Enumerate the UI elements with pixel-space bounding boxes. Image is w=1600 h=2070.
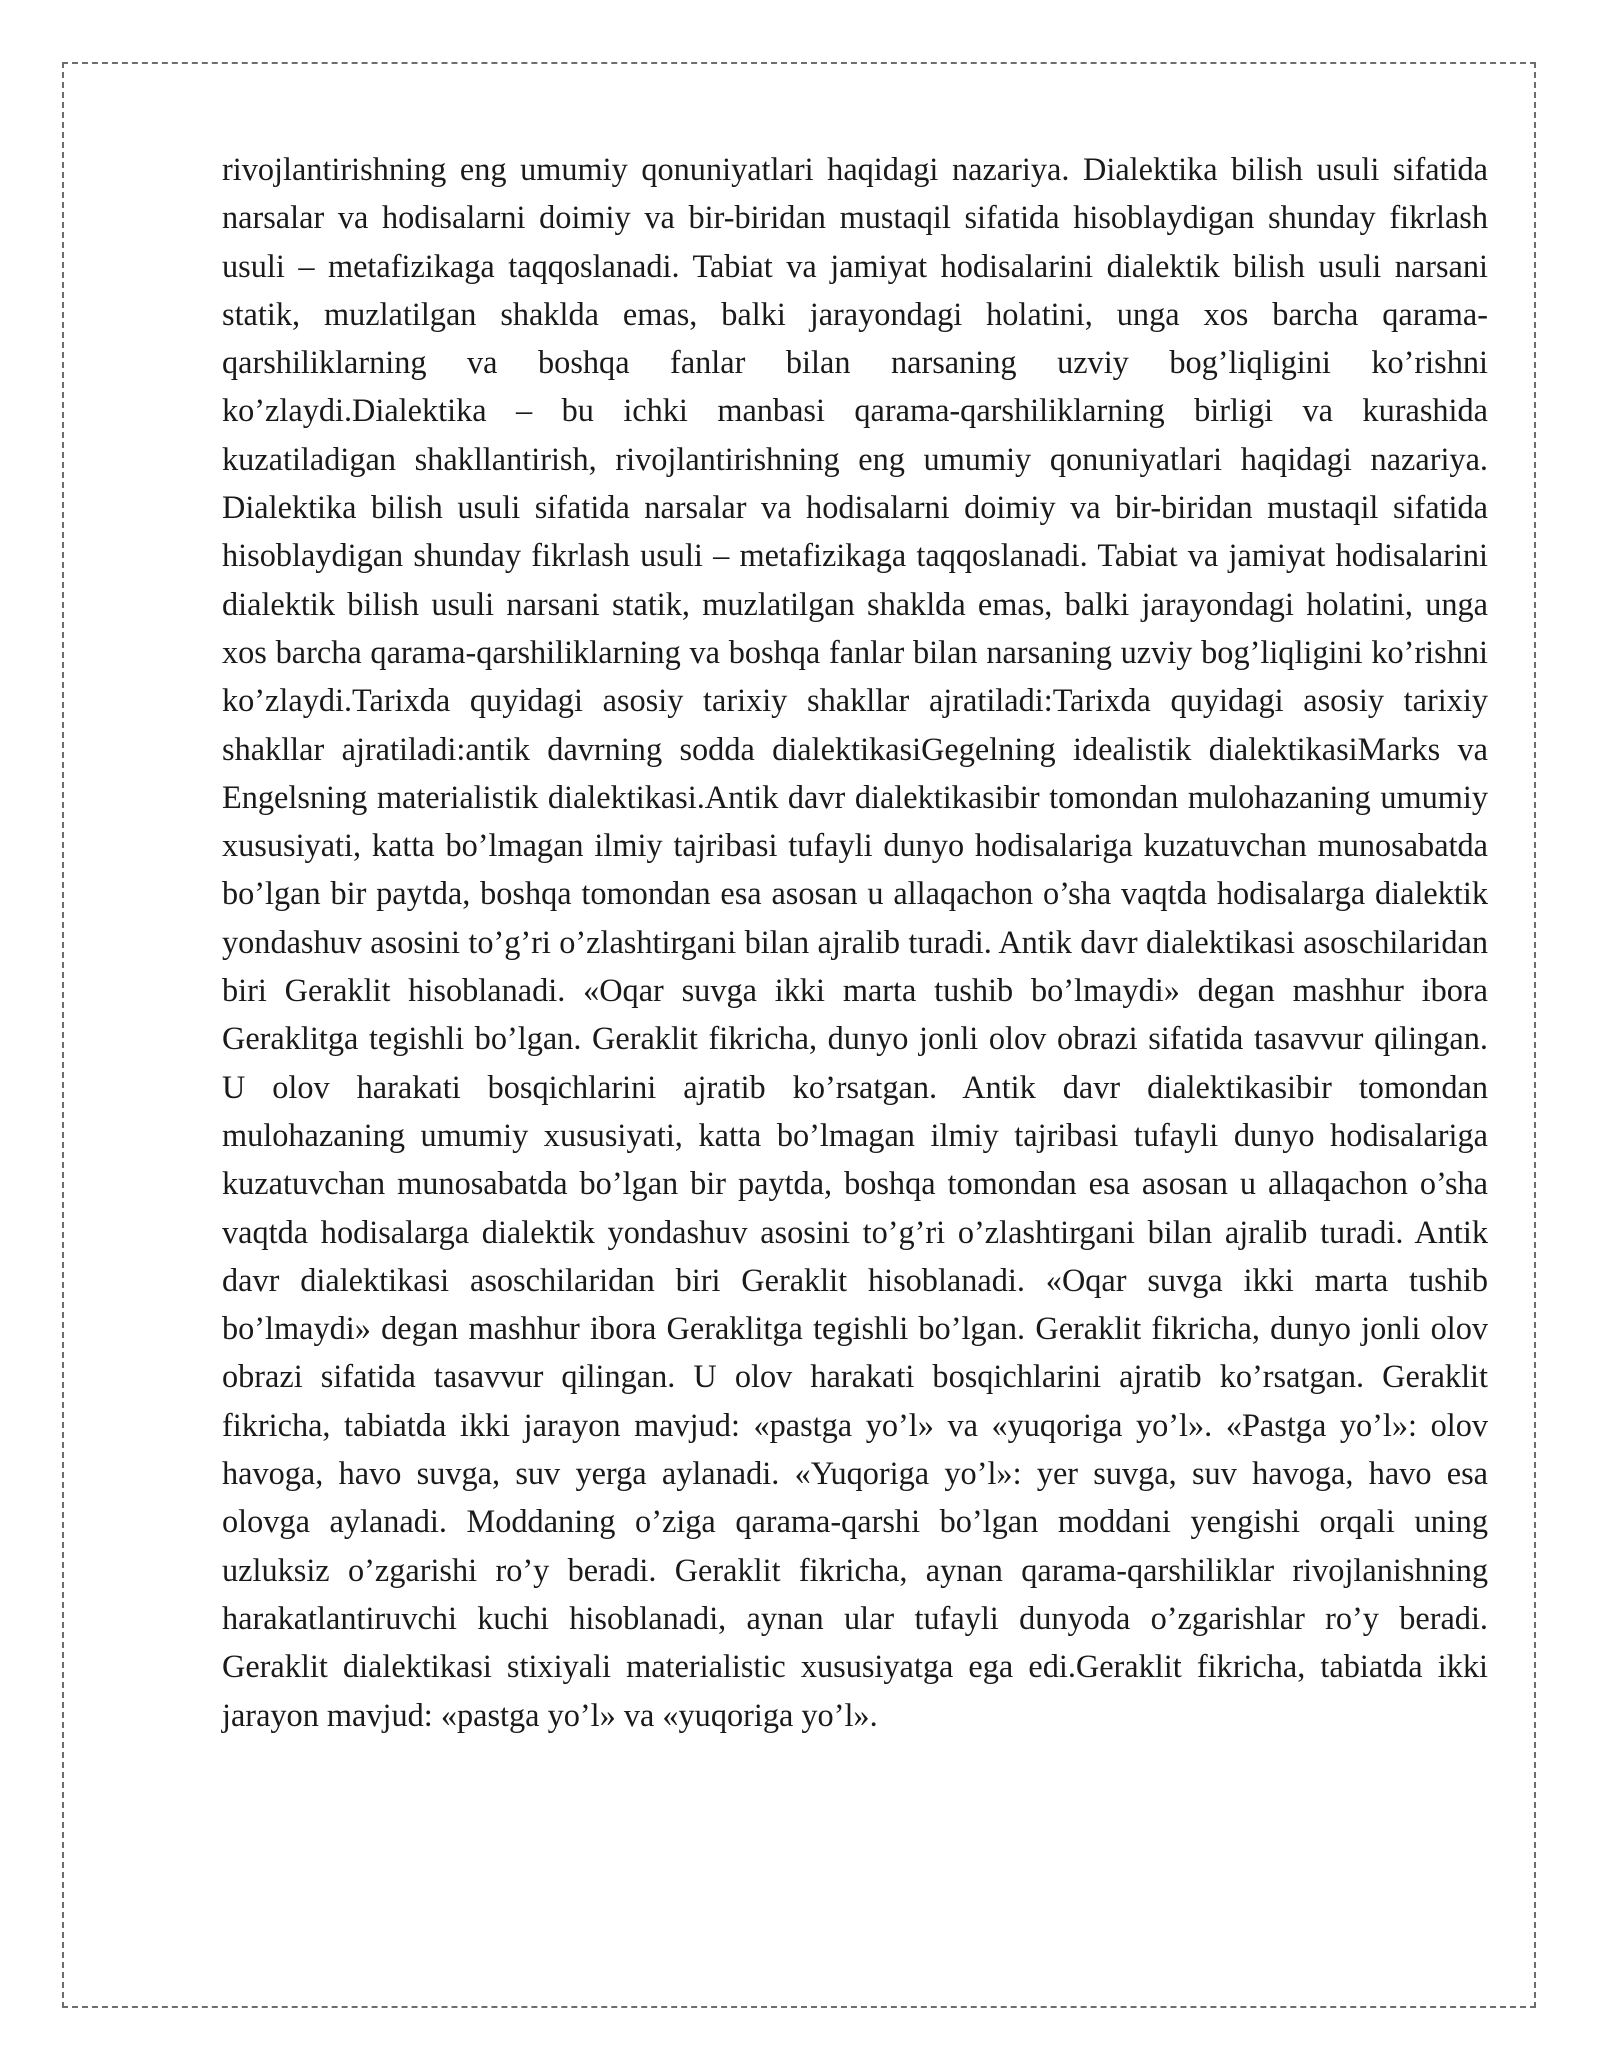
- body-paragraph: rivojlantirishning eng umumiy qonuniyatlari haqidagi nazariya. Dialektika bilish usuli sifatida narsalar va hodisalarni doimiy va bir-biridan mustaqil sifatida hisoblaydigan shunday fikrlash usuli – metafizikaga taqqoslanadi. Tabiat va jamiyat hodisalarini dialektik bilish usuli narsani statik, muzlatilgan shaklda emas, balki jarayondagi holatini, unga xos barcha qarama-qarshiliklarning va boshqa fanlar bilan narsaning uzviy bog’liqligini ko’rishni ko’zlaydi.Dialektika – bu ichki manbasi qarama-qarshiliklarning birligi va kurashida kuzatiladigan shakllantirish, rivojlantirishning eng umumiy qonuniyatlari haqidagi nazariya. Dialektika bilish usuli sifatida narsalar va hodisalarni doimiy va bir-biridan mustaqil sifatida hisoblaydigan shunday fikrlash usuli – metafizikaga taqqoslanadi. Tabiat va jamiyat hodisalarini dialektik bilish usuli narsani statik, muzlatilgan shaklda emas, balki jarayondagi holatini, unga xos barcha qarama-qarshiliklarning va boshqa fanlar bilan narsaning uzviy bog’liqligini ko’rishni ko’zlaydi.Tarixda quyidagi asosiy tarixiy shakllar ajratiladi:Tarixda quyidagi asosiy tarixiy shakllar ajratiladi:antik davrning sodda dialektikasiGegelning idealistik dialektikasiMarks va Engelsning materialistik dialektikasi.Antik davr dialektikasibir tomondan mulohazaning umumiy xususiyati, katta bo’lmagan ilmiy tajribasi tufayli dunyo hodisalariga kuzatuvchan munosabatda bo’lgan bir paytda, boshqa tomondan esa asosan u allaqachon o’sha vaqtda hodisalarga dialektik yondashuv asosini to’g’ri o’zlashtirgani bilan ajralib turadi. Antik davr dialektikasi asoschilaridan biri Geraklit hisoblanadi. «Oqar suvga ikki marta tushib bo’lmaydi» degan mashhur ibora Geraklitga tegishli bo’lgan. Geraklit fikricha, dunyo jonli olov obrazi sifatida tasavvur qilingan. U olov harakati bosqichlarini ajratib ko’rsatgan. Antik davr dialektikasibir tomondan mulohazaning umumiy xususiyati, katta bo’lmagan ilmiy tajribasi tufayli dunyo hodisalariga kuzatuvchan munosabatda bo’lgan bir paytda, boshqa tomondan esa asosan u allaqachon o’sha vaqtda hodisalarga dialektik yondashuv asosini to’g’ri o’zlashtirgani bilan ajralib turadi. Antik davr dialektikasi asoschilaridan biri Geraklit hisoblanadi. «Oqar suvga ikki marta tushib bo’lmaydi» degan mashhur ibora Geraklitga tegishli bo’lgan. Geraklit fikricha, dunyo jonli olov obrazi sifatida tasavvur qilingan. U olov harakati bosqichlarini ajratib ko’rsatgan. Geraklit fikricha, tabiatda ikki jarayon mavjud: «pastga yo’l» va «yuqoriga yo’l». «Pastga yo’l»: olov havoga, havo suvga, suv yerga aylanadi. «Yuqoriga yo’l»: yer suvga, suv havoga, havo esa olovga aylanadi. Moddaning o’ziga qarama-qarshi bo’lgan moddani yengishi orqali uning uzluksiz o’zgarishi ro’y beradi. Geraklit fikricha, aynan qarama-qarshiliklar rivojlanishning harakatlantiruvchi kuchi hisoblanadi, aynan ular tufayli dunyoda o’zgarishlar ro’y beradi. Geraklit dialektikasi stixiyali materialistic xususiyatga ega edi.Geraklit fikricha, tabiatda ikki jarayon mavjud: «pastga yo’l» va «yuqoriga yo’l».: [222, 151, 1488, 1733]
